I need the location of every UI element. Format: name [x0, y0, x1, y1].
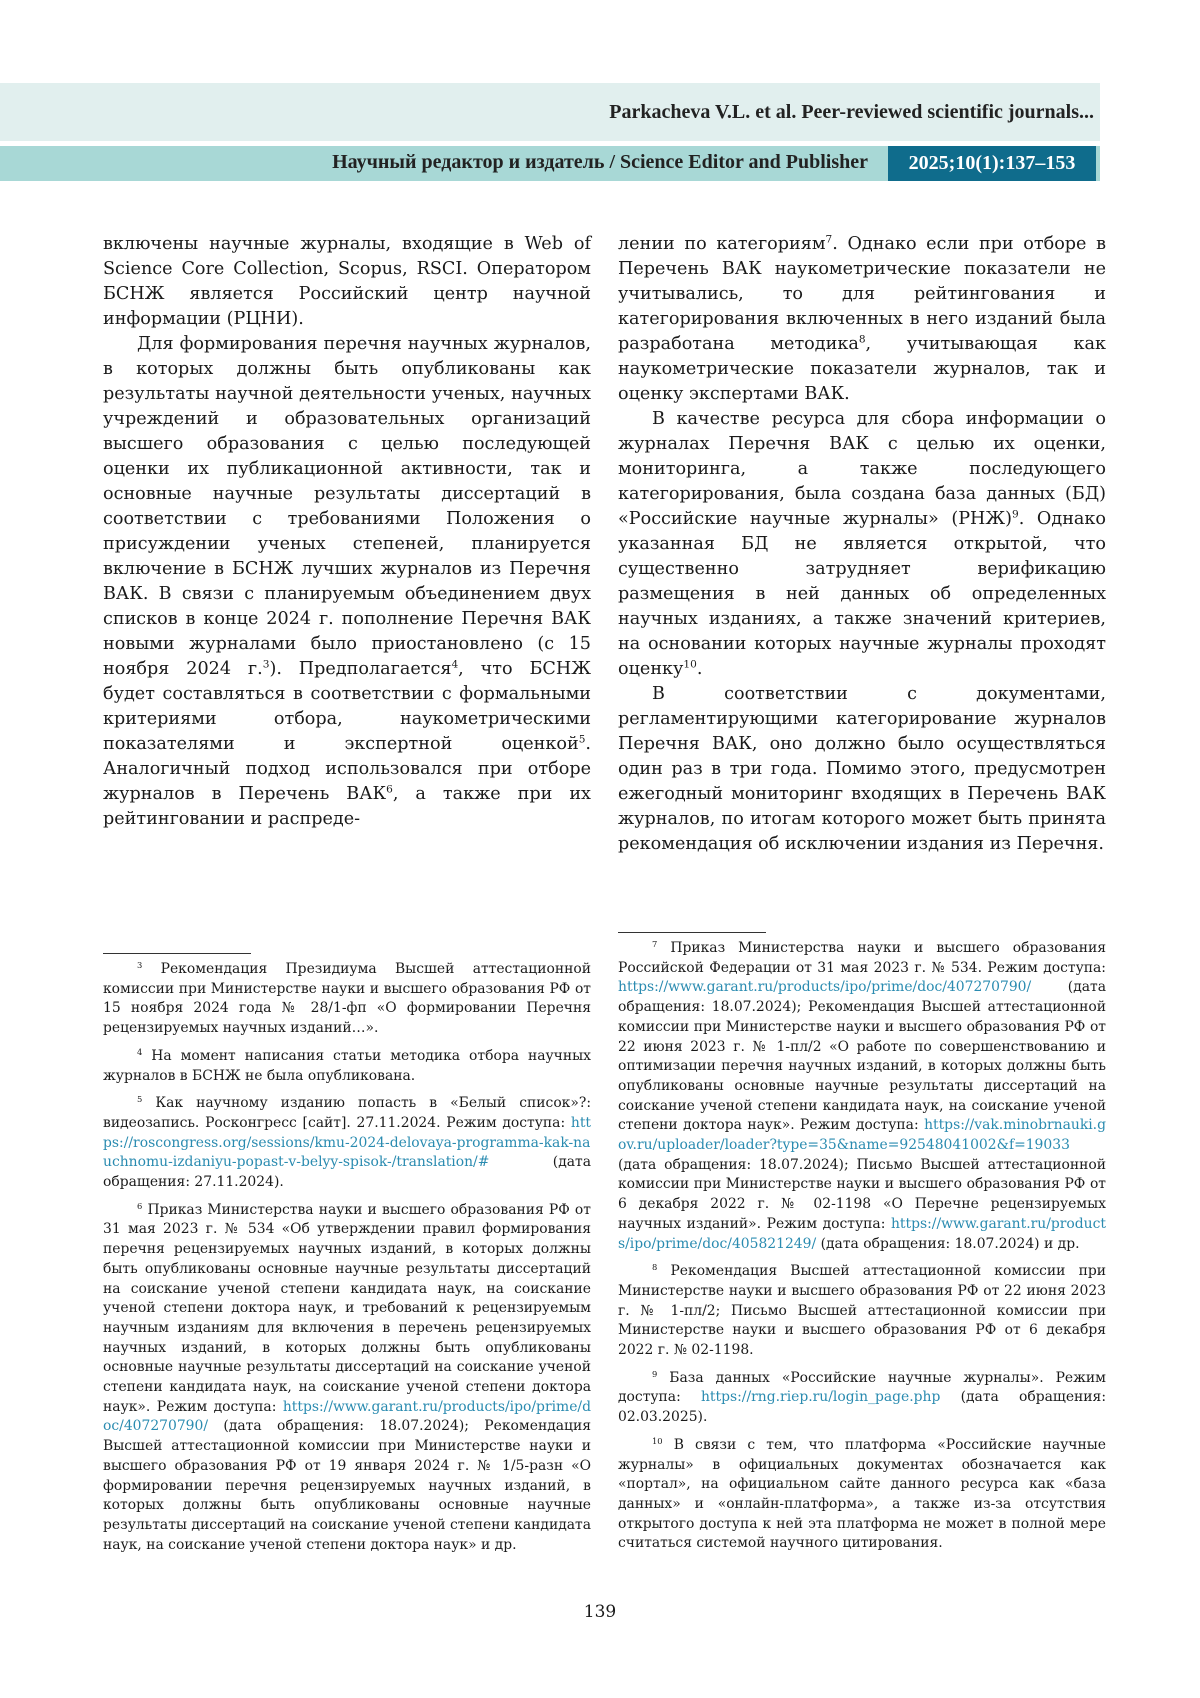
page-number: 139	[0, 1602, 1200, 1622]
text-run: (дата обращения: 02.03.2025).	[618, 1389, 1106, 1425]
text-run: (дата обращения: 18.07.2024); Письмо Высшей аттестационной комиссии при Министерстве науки и высшего образования РФ от 6 декабря 2022 г. № 02-1198 «О Перечне рецензируемых научных изданий». Режим доступа:	[618, 1157, 1106, 1232]
paragraph	[618, 232, 1106, 407]
footnote	[618, 1369, 1106, 1428]
text-run: Для формирования перечня научных журналов, в которых должны быть опубликованы как результаты научной деятельности ученых, научных учреждений и образовательных организаций высшего образования с целью последующей оценки их публикационной активности, так и основные научные результаты диссертаций в соответствии с требованиями Положения о присуждении ученых степеней, планируется включение в БСНЖ лучших журналов из Перечня ВАК. В связи с планируемым объединением двух списков в конце 2024 г. пополнение Перечня ВАК новыми журналами было приостановлено (с 15 ноября 2024 г.	[103, 334, 591, 679]
left-column	[103, 232, 591, 832]
footnote	[618, 939, 1106, 1254]
text-run: , а также при их рейтинговании и распреде-	[103, 784, 591, 829]
footnote-marker: 8	[652, 1262, 657, 1272]
text-run: . Однако если при отборе в Перечень ВАК наукометрические показатели не учитывались, то для рейтингования и категорирования включенных в него изданий была разработана методика	[618, 234, 1106, 354]
running-header	[0, 83, 1100, 141]
citation-badge: 2025;10(1):137–153	[888, 146, 1096, 181]
text-run: .	[697, 659, 703, 679]
footnote	[103, 960, 591, 1039]
text-run: (дата обращения: 18.07.2024); Рекомендация Высшей аттестационной комиссии при Министерстве науки и высшего образования РФ от 19 января 2024 г. № 1/5-разн «О формировании перечня рецензируемых научных изданий, в которых должны быть опубликованы основные научные результаты диссертаций на соискание ученой степени кандидата наук, на соискание ученой степени доктора наук» и др.	[103, 1418, 591, 1552]
text-run: В качестве ресурса для сбора информации о журналах Перечня ВАК с целью их оценки, мониторинга, а также последующего категорирования, была создана база данных (БД) «Российские научные журналы» (РНЖ)	[618, 409, 1106, 529]
footnote-marker: 8	[859, 334, 866, 346]
paragraph	[618, 407, 1106, 682]
footnote-marker: 7	[826, 234, 833, 246]
footnote-marker: 10	[683, 659, 696, 671]
text-run: (дата обращения: 27.11.2024).	[103, 1154, 591, 1190]
footnote	[103, 1094, 591, 1193]
text-run: Приказ Министерства науки и высшего образования РФ от 31 мая 2023 г. № 534 «Об утверждении правил формирования перечня рецензируемых научных изданий, в которых должны быть опубликованы основные научные результаты диссертаций на соискание ученой степени кандидата наук, на соискание ученой степени доктора наук, и требований к рецензируемым научным изданиям для включения в перечень рецензируемых научных изданий, в которых должны быть опубликованы основные научные результаты диссертаций на соискание ученой степени кандидата наук, на соискание ученой степени доктора наук». Режим доступа:	[103, 1202, 591, 1415]
left-footnotes	[103, 953, 591, 1563]
text-run: (дата обращения: 18.07.2024); Рекомендация Высшей аттестационной комиссии при Министерстве науки и высшего образования РФ от 22 июня 2023 г. № 1-пл/2 «О работе по совершенствованию и оптимизации перечня научных изданий, в которых должны быть опубликованы основные научные результаты диссертаций на соискание ученой степени кандидата наук, на соискание ученой степени доктора наук». Режим доступа:	[618, 979, 1106, 1133]
text-run: включены научные журналы, входящие в Web of Science Core Collection, Scopus, RSCI. Оператором БСНЖ является Российский центр научной информации (РЦНИ).	[103, 234, 591, 329]
url-link[interactable]: https://www.garant.ru/products/ipo/prime/doc/405821249/	[618, 1216, 1106, 1252]
text-run: , что БСНЖ будет составляться в соответствии с формальными критериями отбора, наукометрическими показателями и экспертной оценкой	[103, 659, 591, 754]
footnote	[103, 1201, 591, 1556]
url-link[interactable]: https://www.garant.ru/products/ipo/prime/doc/407270790/	[103, 1399, 591, 1435]
text-run: Рекомендация Президиума Высшей аттестационной комиссии при Министерстве науки и высшего образования РФ от 15 ноября 2024 года № 28/1-фп «О формировании Перечня рецензируемых научных изданий…».	[103, 961, 591, 1036]
paragraph	[103, 332, 591, 832]
right-footnotes	[618, 932, 1106, 1562]
footnote-marker: 4	[137, 1047, 142, 1057]
paragraph	[618, 682, 1106, 857]
text-run: . Однако указанная БД не является открытой, что существенно затрудняет верификацию размещения в ней данных об определенных научных изданиях, а также значений критериев, на основании которых научные журналы проходят оценку	[618, 509, 1106, 679]
footnote	[103, 1047, 591, 1086]
footnote-marker: 4	[451, 659, 458, 671]
text-run: Как научному изданию попасть в «Белый список»?: видеозапись. Росконгресс [сайт]. 27.11.2024. Режим доступа:	[103, 1095, 591, 1131]
url-link[interactable]: https://www.garant.ru/products/ipo/prime/doc/407270790/	[618, 979, 1031, 995]
text-run: ). Предполагается	[269, 659, 451, 679]
running-title: Parkacheva V.L. et al. Peer-reviewed scientific journals...	[609, 101, 1094, 124]
url-link[interactable]: https://vak.minobrnauki.gov.ru/uploader/loader?type=35&name=92548041002&f=19033	[618, 1117, 1106, 1153]
text-run: лении по категориям	[618, 234, 826, 254]
paragraph	[103, 232, 591, 332]
text-run: Приказ Министерства науки и высшего образования Российской Федерации от 31 мая 2023 г. № 534. Режим доступа:	[618, 940, 1106, 976]
footnote-marker: 10	[652, 1436, 663, 1446]
url-link[interactable]: https://rng.riep.ru/login_page.php	[701, 1389, 940, 1405]
text-run: . Аналогичный подход использовался при отборе журналов в Перечень ВАК	[103, 734, 591, 804]
text-run: (дата обращения: 18.07.2024) и др.	[816, 1236, 1079, 1252]
footnote-marker: 3	[137, 960, 142, 970]
footnote-marker: 7	[652, 939, 657, 949]
footnote-rule	[618, 932, 766, 933]
footnote	[618, 1262, 1106, 1361]
url-link[interactable]: https://roscongress.org/sessions/kmu-2024-delovaya-programma-kak-nauchnomu-izdaniyu-popast-v-belyy-spisok-/translation/#	[103, 1115, 591, 1170]
footnote-marker: 5	[579, 734, 586, 746]
right-column	[618, 232, 1106, 857]
footnote-rule	[103, 953, 251, 954]
footnote-marker: 9	[652, 1369, 657, 1379]
text-run: Рекомендация Высшей аттестационной комиссии при Министерстве науки и высшего образования РФ от 22 июня 2023 г. № 1-пл/2; Письмо Высшей аттестационной комиссии при Министерстве науки и высшего образования РФ от 6 декабря 2022 г. № 02-1198.	[618, 1263, 1106, 1358]
footnote-marker: 5	[137, 1094, 142, 1104]
footnote-marker: 3	[263, 659, 270, 671]
footnote-marker: 9	[1012, 509, 1019, 521]
journal-header	[0, 146, 1100, 181]
text-run: На момент написания статьи методика отбора научных журналов в БСНЖ не была опубликована.	[103, 1048, 591, 1084]
text-run: В связи с тем, что платформа «Российские научные журналы» в официальных документах обозначается как «портал», на официальном сайте данного ресурса как «база данных» и «онлайн-платформа», а также из-за отсутствия открытого доступа к ней эта платформа не может в полной мере считаться системой научного цитирования.	[618, 1437, 1106, 1552]
footnote-marker: 6	[137, 1201, 142, 1211]
text-run: База данных «Российские научные журналы». Режим доступа:	[618, 1370, 1106, 1406]
footnote	[618, 1436, 1106, 1554]
text-run: В соответствии с документами, регламентирующими категорирование журналов Перечня ВАК, оно должно было осуществляться один раз в три года. Помимо этого, предусмотрен ежегодный мониторинг входящих в Перечень ВАК журналов, по итогам которого может быть принята рекомендация об исключении издания из Перечня.	[618, 684, 1106, 854]
footnote-marker: 6	[386, 784, 393, 796]
journal-title: Научный редактор и издатель / Science Editor and Publisher	[332, 151, 868, 174]
text-run: , учитывающая как наукометрические показатели журналов, так и оценку экспертами ВАК.	[618, 334, 1106, 404]
